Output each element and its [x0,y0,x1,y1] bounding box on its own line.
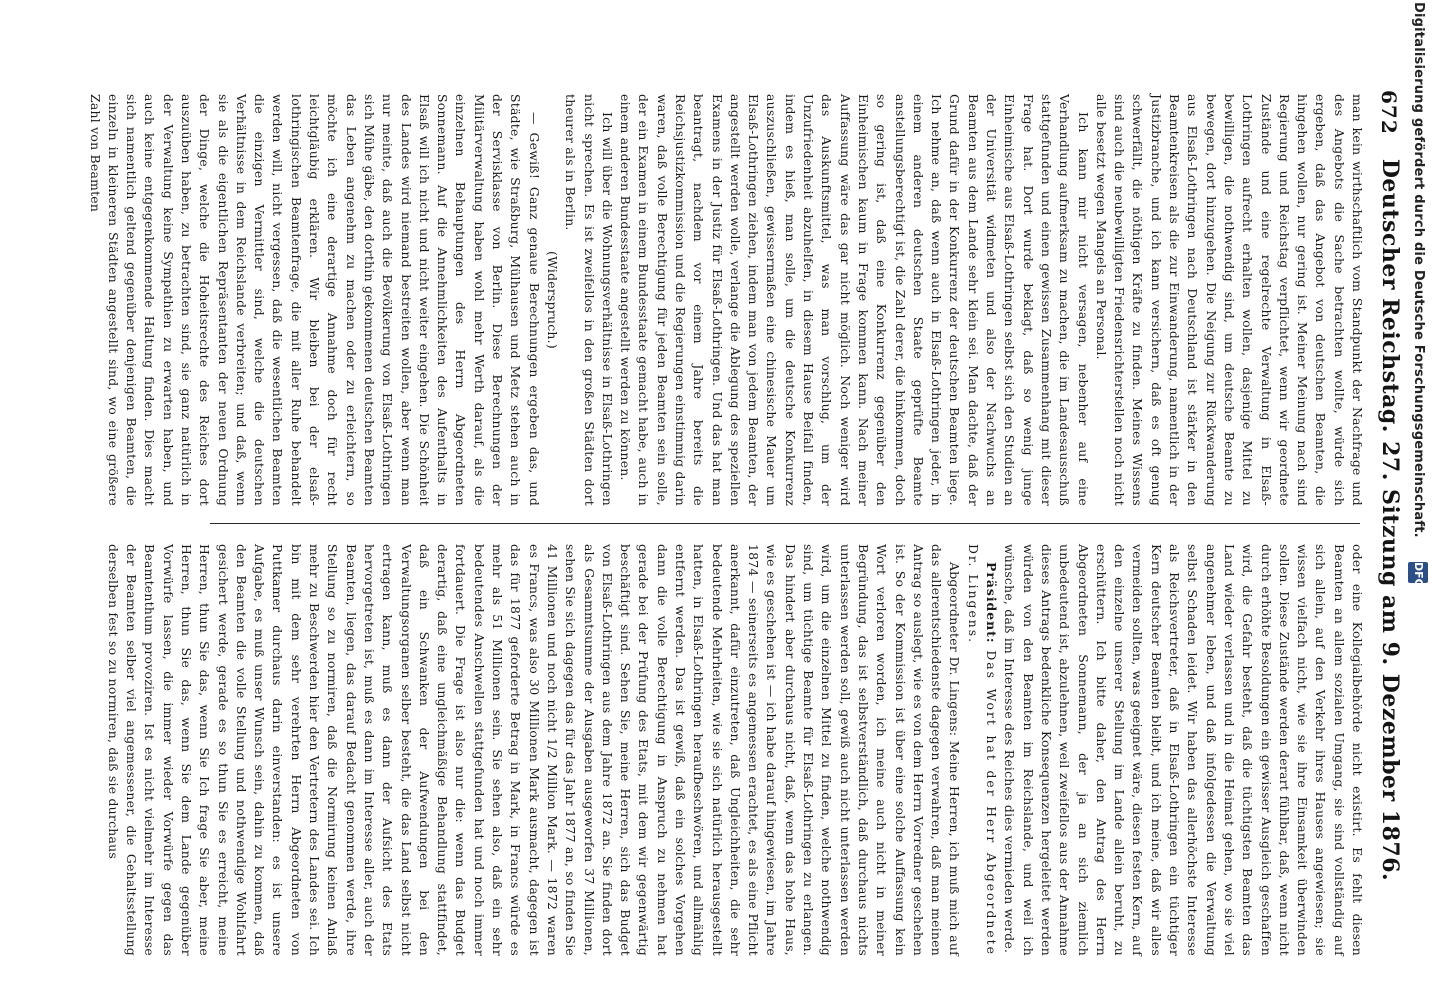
speaker-text: Das Wort hat der Herr Abgeordnete Dr. Lingens. [965,544,1000,956]
funding-note: Digitalisierung gefördert durch die Deutsche Forschungsgemeinschaft. [1411,2,1427,538]
paragraph: oder eine Kollegialbehörde nicht existirt. Es fehlt diesen Beamten an allem sozialen Umgang, sie sind vollständig auf sich allein, auf den Verkehr ihres Hauses angewiesen; sie wissen vielfach nicht, wie sie ihre Einsamkeit überwinden sollen. Diese Zustände werden derart fühlbar, daß, wenn nicht durch erhöhte Besoldungen ein gewisser Ausgleich geschaffen wird, die Gefahr besteht, daß die tüchtigsten Beamten das Land wieder verlassen und in die Heimat gehen, wo sie viel angenehmer leben, und daß infolgedessen die Verwaltung selbst Schaden leidet. Wir haben das allerhöchste Interesse als Reichsvertreter, daß in Elsaß-Lothringen ein tüchtiger Kern deutscher Beamten bleibt, und ich meine, daß wir alles vermeiden sollten, was geeignet wäre, diesen festen Kern, auf den einzelne unserer Stellung im Lande allein beruht, zu erschüttern. Ich bitte daher, den Antrag des Herrn Abgeordneten Sonnemann, der ja an sich ziemlich unbedeutend ist, abzulehnen, weil zweifellos aus der Annahme dieses Antrags bedenkliche Konsequenzen hergeleitet werden würden von den Beamten im Reichslande, und weil ich wünsche, daß im Interesse des Reiches dies vermieden werde. [1002,544,1365,956]
digitization-note [1407,2,1431,1002]
paragraph: — Gewiß! Ganz genaue Berechnungen ergeben das, und Städte, wie Straßburg, Mülhausen und Metz stehen auch in der Servisklasse von Berlin. Diese Berechnungen der Militärverwaltung haben wohl mehr Werth darauf, als die einzelnen Behauptungen des Herrn Abgeordneten Sonnemann. Auf die Annehmlichkeiten des Aufenthalts in Elsaß will ich nicht und nicht weiter eingehen. Die Schönheit des Landes wird niemand bestreiten wollen, aber wenn man nur meinte, daß auch die Bevölkerung von Elsaß-Lothringen sich Mühe gäbe, den dorthin gekommenen deutschen Beamten das Leben angenehm zu machen oder zu erleichtern, so möchte ich eine derartige Annahme doch für recht leichtgläubig erklären. Wir bleiben bei der elsaß-lothringischen Beamtenfrage, die mit aller Ruhe behandelt werden will, nicht vergessen, daß die wesentlichen Beamten die einzigen Vermittler sind, welche die deutschen Verhältnisse in dem Reichslande verbreiten; und daß, wenn sie als die eigentlichen Repräsentanten der neuen Ordnung der Dinge, welche die Hoheitsrechte des Reiches dort auszuüben haben, zu betrachten sind, sie ganz natürlich in der Verwaltung keine Sympathien zu erwarten haben, und auch keine entgegenkommende Haltung finden. Dies macht sich namentlich geltend gegenüber denjenigen Beamten, die einzeln in kleineren Städten angestellt sind, wo eine größere Zahl von Beamten [87,94,542,506]
left-text-column [85,94,1366,506]
speaker-paragraph [963,544,1000,956]
interjection: (Widerspruch.) [544,251,560,349]
speaker-label: Präsident: [984,562,1000,644]
dfg-logo: DFG [1409,562,1429,583]
right-text-column [104,544,1366,956]
page-number: 672 [1377,90,1401,135]
page-title: Deutscher Reichstag. 27. Sitzung am 9. Dezember 1876. [1377,158,1403,882]
paragraph: Ich will über die Wohnungsverhältnisse in Elsaß-Lothringen nicht sprechen. Es ist zweifellos in den großen Städten dort theurer als in Berlin. [563,94,615,506]
paragraph: Ich kann mir nicht versagen, nebenher auf eine Verhandlung aufmerksam zu machen, die im Landesausschuß stattgefunden und einen gewissen Zusammenhang mit dieser Frage hat. Dort wurde beklagt, daß so wenig junge Einheimische aus Elsaß-Lothringen selbst sich den Studien an der Universität widmeten und also der Nachwuchs an Beamten aus dem Lande sehr klein sei. Man dachte, daß der Grund dafür in der Konkurrenz der deutschen Beamten liege. Ich nehme an, daß wenn auch in Elsaß-Lothringen jeder, in einem anderen deutschen Staate geprüfte Beamte anstellungsberechtigt ist, die Zahl derer, die hinkommen, doch so gering ist, daß eine Konkurrenz gegenüber den Einheimischen kaum in Frage kommen kann. Nach meiner Auffassung wäre das gar nicht möglich. Noch weniger wird das Auskunftsmittel, was man vorschlug, um der Unzufriedenheit abzuhelfen, in diesem Hause Beifall finden, indem es hieß, man solle, um die deutsche Konkurrenz auszuschließen, gewissermaßen eine chinesische Mauer um Elsaß-Lothringen ziehen, indem man von jedem Beamten, der angestellt werden wolle, verlange die Ablegung des speziellen Examens in der Justiz für Elsaß-Lothringen. Und das hat man beantragt, nachdem vor einem Jahre bereits die Reichsjustizkommission und die Regierungen einstimmig darin waren, daß volle Berechtigung für jeden Beamten sein solle, der ein Examen in einem Bundesstaate gemacht habe, auch in einem anderen Bundesstaate angestellt werden zu können. [618,94,1091,506]
paragraph: man kein wirthschaftlich vom Standpunkt der Nachfrage und des Angebots die Sache betrachten wollte, würde sich ergeben, daß das Angebot von deutschen Beamten, die hingehen wollen, nur gering ist. Meiner Meinung nach sind Regierung und Reichstag verpflichtet, wenn wir geordnete Zustände und eine regelrechte Verwaltung in Elsaß-Lothringen aufrecht erhalten wollen, dasjenige Mittel zu bewilligen, die nothwendig sind, um deutsche Beamte zu bewegen, dort hinzugehen. Die Neigung zur Rückwanderung aus Elsaß-Lothringen nach Deutschland ist stärker in den Beamtenkreisen als die zur Einwanderung, namentlich in der Justizbranche, und ich kann versichern, daß es oft genug schwerfällt, die nöthigen Kräfte zu finden. Meines Wissens sind auch die neubewilligten Friedensrichterstellen noch nicht alle besetzt wegen Mangels an Personal. [1093,94,1365,506]
paragraph: Abgeordneter Dr. Lingens: Meine Herren, ich muß mich auf das allerentschiedenste dagegen verwahren, daß man meinen Antrag so auslegt, wie es von dem Herrn Vorredner geschehen ist. So der Kommission ist über eine solche Auffassung kein Wort verloren worden, ich meine auch nicht in meiner Begründung, das ist selbstverständlich, daß durchaus nichts unterlassen werden soll, gewiß auch nicht unterlassen werden wird, um die einzelnen Mittel zu finden, welche nothwendig sind, um tüchtige Beamte für Elsaß-Lothringen zu erlangen. Das hindert aber durchaus nicht, daß, wenn das hohe Haus, wie es geschehen ist — ich habe darauf hingewiesen, im Jahre 1874 — seinerseits es angemessen erachtet, es als eine Pflicht anerkannt, dafür einzutreten, daß Ungleichheiten, die sehr bedeutende Mehrheiten, wie sie sich natürlich herausgestellt hatten, in Elsaß-Lothringen heraufbeschwören, und allmählig entfernt werden. Das ist gewiß, daß ein solches Vorgehen dann die volle Berechtigung in Anspruch zu nehmen hat gerade bei der Prüfung des Etats, mit dem wir gegenwärtig beschäftigt sind. Sehen Sie, meine Herren, sich das Budget von Elsaß-Lothringen aus dem Jahre 1872 an. Sie finden dort als Gesammtsumme der Ausgaben ausgeworfen 37 Millionen, sehen Sie sich dagegen das für das Jahr 1877 an, so finden Sie 41 Millionen und noch nicht 1/2 Million Mark. — 1872 waren es Francs, was also 30 Millionen Mark ausmacht, dagegen ist das für 1877 geforderte Betrag in Mark, in Francs würde es mehr als 51 Millionen sein. Sie sehen also, daß ein sehr bedeutendes Anschwellen stattgefunden hat und noch immer fortdauert. Die Frage ist also nur die: wenn das Budget derartig, daß eine ungleichmäßige Behandlung stattfindet, daß ein Schwanken der Aufwendungen bei den Verwaltungsorganen selber besteht, die das Land selbst nicht ertragen kann, muß es dann der Aufsicht des Etats hervorgetreten ist, muß es dann im Interesse aller, auch der Beamten, liegen, das darauf Bedacht genommen werde, ihre Stellung so zu normiren, daß die Normirung keinen Anlaß mehr zu Beschwerden hier den Vertretern des Landes sei. Ich bin mit dem sehr verehrten Herrn Abgeordneten von Puttkamer durchaus darin einverstanden: es ist unsere Aufgabe, es muß unser Wunsch sein, dahin zu kommen, daß den Beamten die volle Stellung und nothwendige Wohlfahrt gesichert werde, gerade es so thun Sie es erreicht, meine Herren, thun Sie das, wenn Sie Ich frage Sie aber, meine Herren, thun Sie das, wenn Sie dem Lande gegenüber Vorwürfe lassen, die immer wieder Vorwürfe gegen das Beamtenthum provoziren. Ist es nicht vielmehr im Interesse der Beamten selber viel angemessener, die Gehaltsstellung derselben fest so zu normiren, daß sie durchaus [105,544,963,956]
column-divider [210,523,1360,524]
